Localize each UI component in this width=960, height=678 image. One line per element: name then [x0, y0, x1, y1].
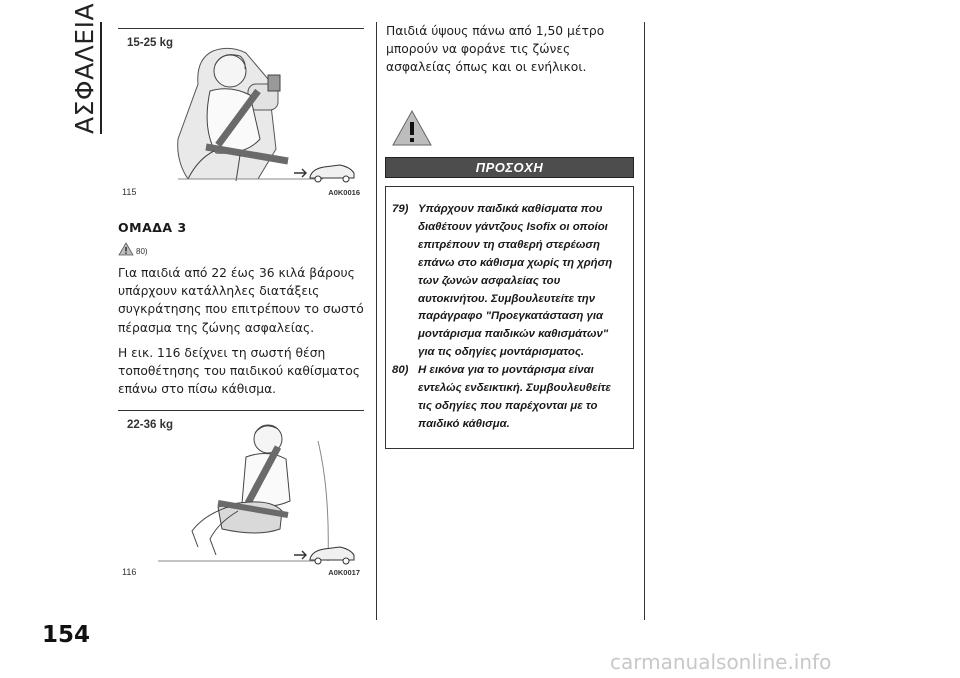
page-number: 154	[42, 622, 91, 648]
adult-belt-paragraph: Παιδιά ύψους πάνω από 1,50 μέτρο μπορούν να φοράνε τις ζώνες ασφαλείας όπως και οι ενήλικοι.	[386, 24, 605, 75]
figure-code: A0K0016	[328, 188, 360, 197]
warning-triangle-icon	[118, 242, 134, 256]
warning-triangle-icon	[390, 108, 434, 148]
warning-header: ΠΡΟΣΟΧΗ	[385, 157, 634, 178]
warning-reference	[118, 242, 148, 256]
figure-caption	[118, 565, 364, 577]
warning-item	[392, 201, 627, 362]
figure-115	[118, 28, 364, 197]
figure-code: A0K0017	[328, 568, 360, 577]
group-3-title: ΟΜΑΔΑ 3	[118, 220, 187, 235]
warning-item-text: Η εικόνα για το μοντάρισμα είναι εντελώς ενδεικτική. Συμβουλευθείτε τις οδηγίες που παρέχονται με το παιδικό κάθισμα.	[418, 364, 611, 430]
figure-caption	[118, 185, 364, 197]
warning-item-number: 80)	[392, 364, 409, 377]
figure-116-illustration	[118, 411, 364, 565]
figure-number: 115	[122, 187, 137, 197]
warning-item-text: Υπάρχουν παιδικά καθίσματα που διαθέτουν γάντζους Isofix οι οποίοι επιτρέπουν τη σταθερή στερέωση επάνω στο κάθισμα χωρίς τη χρήση των ζωνών ασφαλείας του αυτοκινήτου. Συμβουλευτείτε την παράγραφο "Προεγκατάσταση για μοντάρισμα παιδικών καθισμάτων" για τις οδηγίες μοντάρισματος.	[418, 203, 613, 359]
warning-item	[392, 362, 627, 434]
figure-number: 116	[122, 567, 137, 577]
figure-116	[118, 410, 364, 577]
warning-item-number: 79)	[392, 203, 409, 215]
figure-weight-label: 22-36 kg	[127, 419, 174, 431]
column-divider-left	[376, 22, 377, 620]
figure-weight-label: 15-25 kg	[127, 37, 174, 49]
warning-box	[385, 186, 634, 449]
group-3-body	[118, 264, 370, 405]
side-title-rule	[100, 22, 102, 134]
child-seat-belt-drawing	[118, 411, 364, 565]
paragraph: Για παιδιά από 22 έως 36 κιλά βάρους υπάρχουν κατάλληλες διατάξεις συγκράτησης που επιτρέπουν το σωστό πέρασμα της ζώνης ασφαλείας.	[118, 266, 364, 335]
paragraph: Η εικ. 116 δείχνει τη σωστή θέση τοποθέτησης του παιδικού καθίσματος επάνω στο πίσω κάθισμα.	[118, 345, 360, 397]
watermark: carmanualsonline.info	[610, 650, 832, 674]
warning-reference-number: 80)	[136, 247, 148, 256]
figure-115-illustration	[118, 29, 364, 185]
section-side-title: ΑΣΦΑΛΕΙΑ	[70, 2, 99, 134]
child-booster-seat-drawing	[118, 29, 364, 185]
column-divider-right	[644, 22, 645, 620]
